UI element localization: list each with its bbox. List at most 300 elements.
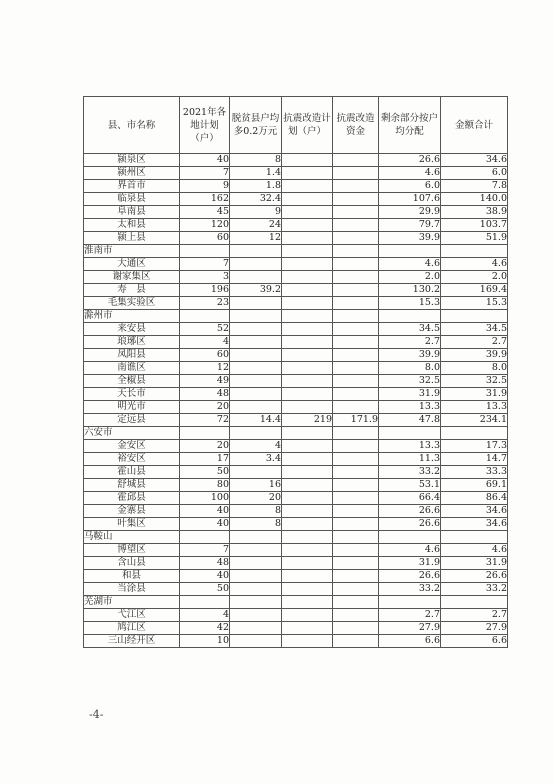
cell-remain: 32.5 [379, 375, 441, 388]
cell-plan: 49 [180, 375, 230, 388]
cell-remain: 6.0 [379, 180, 441, 193]
cell-plan: 42 [180, 622, 230, 635]
county-name: 太和县 [84, 219, 180, 232]
cell-extra [230, 635, 282, 648]
cell-total: 14.7 [441, 453, 508, 466]
group-name: 滁州市 [84, 310, 180, 323]
group-name: 马鞍山 [84, 531, 180, 544]
county-name: 阜南县 [84, 206, 180, 219]
cell-q-fund [333, 609, 379, 622]
cell-extra [230, 323, 282, 336]
cell-extra [230, 336, 282, 349]
cell-extra [230, 349, 282, 362]
cell-plan: 162 [180, 193, 230, 206]
cell-plan: 3 [180, 271, 230, 284]
cell-plan: 4 [180, 609, 230, 622]
empty-cell [441, 245, 508, 258]
cell-remain: 2.7 [379, 336, 441, 349]
allocation-table [83, 96, 508, 648]
table-row [84, 518, 508, 531]
cell-q-fund [333, 583, 379, 596]
cell-q-plan [282, 492, 333, 505]
cell-q-fund [333, 401, 379, 414]
cell-total: 103.7 [441, 219, 508, 232]
cell-extra [230, 583, 282, 596]
table-row [84, 258, 508, 271]
county-name: 和县 [84, 570, 180, 583]
empty-cell [282, 245, 333, 258]
cell-plan: 40 [180, 505, 230, 518]
table-body [84, 154, 508, 648]
table-row [84, 193, 508, 206]
cell-extra: 24 [230, 219, 282, 232]
cell-plan: 50 [180, 466, 230, 479]
cell-total: 6.6 [441, 635, 508, 648]
cell-remain: 39.9 [379, 232, 441, 245]
cell-q-plan [282, 401, 333, 414]
county-name: 琅琊区 [84, 336, 180, 349]
table-row [84, 544, 508, 557]
cell-extra [230, 570, 282, 583]
empty-cell [379, 531, 441, 544]
cell-plan: 23 [180, 297, 230, 310]
cell-q-plan [282, 323, 333, 336]
empty-cell [180, 427, 230, 440]
county-name: 谢家集区 [84, 271, 180, 284]
cell-plan: 72 [180, 414, 230, 427]
cell-total: 31.9 [441, 388, 508, 401]
county-name: 鸠江区 [84, 622, 180, 635]
county-name: 明光市 [84, 401, 180, 414]
table-row [84, 219, 508, 232]
cell-plan: 40 [180, 154, 230, 167]
header-quake-plan: 抗震改造计划（户） [282, 97, 333, 154]
cell-total: 33.2 [441, 583, 508, 596]
cell-extra: 9 [230, 206, 282, 219]
table-row [84, 154, 508, 167]
cell-remain: 130.2 [379, 284, 441, 297]
table-row [84, 466, 508, 479]
table-row [84, 609, 508, 622]
cell-plan: 17 [180, 453, 230, 466]
cell-q-fund [333, 336, 379, 349]
empty-cell [379, 427, 441, 440]
cell-extra [230, 375, 282, 388]
table-row [84, 453, 508, 466]
empty-cell [282, 310, 333, 323]
cell-total: 7.8 [441, 180, 508, 193]
header-extra: 脱贫县户均多0.2万元 [230, 97, 282, 154]
cell-q-fund [333, 388, 379, 401]
cell-q-plan [282, 518, 333, 531]
cell-q-plan [282, 479, 333, 492]
cell-remain: 2.7 [379, 609, 441, 622]
cell-remain: 29.9 [379, 206, 441, 219]
cell-extra: 8 [230, 154, 282, 167]
cell-q-fund [333, 635, 379, 648]
cell-q-fund [333, 440, 379, 453]
empty-cell [333, 596, 379, 609]
county-name: 裕安区 [84, 453, 180, 466]
table-row [84, 401, 508, 414]
cell-q-plan [282, 440, 333, 453]
county-name: 来安县 [84, 323, 180, 336]
cell-q-fund [333, 193, 379, 206]
cell-extra [230, 622, 282, 635]
cell-extra [230, 297, 282, 310]
group-row [84, 427, 508, 440]
cell-remain: 107.6 [379, 193, 441, 206]
cell-plan: 20 [180, 440, 230, 453]
cell-extra: 20 [230, 492, 282, 505]
cell-extra: 14.4 [230, 414, 282, 427]
table-row [84, 271, 508, 284]
cell-extra [230, 466, 282, 479]
table-row [84, 206, 508, 219]
cell-remain: 33.2 [379, 583, 441, 596]
empty-cell [333, 310, 379, 323]
empty-cell [441, 310, 508, 323]
cell-plan: 60 [180, 232, 230, 245]
cell-total: 169.4 [441, 284, 508, 297]
table-row [84, 440, 508, 453]
cell-q-fund [333, 271, 379, 284]
header-name: 县、市名称 [84, 97, 180, 154]
table-row [84, 414, 508, 427]
cell-q-fund [333, 258, 379, 271]
cell-q-plan [282, 622, 333, 635]
cell-total: 15.3 [441, 297, 508, 310]
cell-extra: 1.8 [230, 180, 282, 193]
cell-remain: 4.6 [379, 544, 441, 557]
cell-total: 34.5 [441, 323, 508, 336]
county-name: 临泉县 [84, 193, 180, 206]
cell-extra [230, 271, 282, 284]
cell-q-plan: 219 [282, 414, 333, 427]
cell-q-fund [333, 297, 379, 310]
cell-q-fund [333, 323, 379, 336]
county-name: 南谯区 [84, 362, 180, 375]
table-row [84, 362, 508, 375]
table-row [84, 297, 508, 310]
county-name: 叶集区 [84, 518, 180, 531]
cell-total: 26.6 [441, 570, 508, 583]
county-name: 天长市 [84, 388, 180, 401]
empty-cell [379, 245, 441, 258]
header-quake-fund: 抗震改造资金 [333, 97, 379, 154]
cell-q-plan [282, 544, 333, 557]
cell-remain: 53.1 [379, 479, 441, 492]
cell-total: 51.9 [441, 232, 508, 245]
cell-extra: 1.4 [230, 167, 282, 180]
cell-q-fund [333, 349, 379, 362]
cell-total: 13.3 [441, 401, 508, 414]
page-number: -4- [89, 708, 104, 721]
group-row [84, 245, 508, 258]
cell-total: 39.9 [441, 349, 508, 362]
cell-total: 38.9 [441, 206, 508, 219]
cell-extra [230, 362, 282, 375]
cell-q-fund [333, 375, 379, 388]
county-name: 界首市 [84, 180, 180, 193]
empty-cell [230, 427, 282, 440]
cell-remain: 26.6 [379, 570, 441, 583]
cell-q-plan [282, 635, 333, 648]
cell-remain: 47.8 [379, 414, 441, 427]
county-name: 大通区 [84, 258, 180, 271]
county-name: 金寨县 [84, 505, 180, 518]
cell-q-plan [282, 193, 333, 206]
cell-remain: 66.4 [379, 492, 441, 505]
cell-q-plan [282, 232, 333, 245]
cell-plan: 80 [180, 479, 230, 492]
cell-plan: 9 [180, 180, 230, 193]
cell-remain: 31.9 [379, 388, 441, 401]
cell-extra [230, 544, 282, 557]
cell-q-fund [333, 544, 379, 557]
cell-q-fund [333, 219, 379, 232]
cell-plan: 10 [180, 635, 230, 648]
cell-q-plan [282, 570, 333, 583]
empty-cell [230, 245, 282, 258]
county-name: 颍州区 [84, 167, 180, 180]
cell-q-fund [333, 492, 379, 505]
cell-q-plan [282, 284, 333, 297]
cell-q-fund [333, 232, 379, 245]
cell-plan: 12 [180, 362, 230, 375]
cell-plan: 60 [180, 349, 230, 362]
cell-remain: 4.6 [379, 258, 441, 271]
county-name: 霍邱县 [84, 492, 180, 505]
cell-remain: 31.9 [379, 557, 441, 570]
table-row [84, 284, 508, 297]
table-row [84, 388, 508, 401]
cell-q-plan [282, 219, 333, 232]
cell-q-fund [333, 466, 379, 479]
table-row [84, 336, 508, 349]
cell-remain: 2.0 [379, 271, 441, 284]
empty-cell [230, 310, 282, 323]
county-name: 全椒县 [84, 375, 180, 388]
county-name: 金安区 [84, 440, 180, 453]
cell-q-plan [282, 297, 333, 310]
county-name: 弋江区 [84, 609, 180, 622]
cell-total: 4.6 [441, 544, 508, 557]
cell-q-plan [282, 453, 333, 466]
cell-remain: 8.0 [379, 362, 441, 375]
empty-cell [230, 596, 282, 609]
cell-remain: 4.6 [379, 167, 441, 180]
empty-cell [180, 596, 230, 609]
empty-cell [441, 531, 508, 544]
table-row [84, 492, 508, 505]
empty-cell [379, 596, 441, 609]
county-name: 颍泉区 [84, 154, 180, 167]
cell-total: 2.7 [441, 609, 508, 622]
table-row [84, 557, 508, 570]
cell-extra: 3.4 [230, 453, 282, 466]
cell-plan: 7 [180, 258, 230, 271]
cell-extra: 4 [230, 440, 282, 453]
cell-total: 27.9 [441, 622, 508, 635]
table-row [84, 180, 508, 193]
cell-total: 32.5 [441, 375, 508, 388]
county-name: 霍山县 [84, 466, 180, 479]
cell-total: 4.6 [441, 258, 508, 271]
cell-total: 31.9 [441, 557, 508, 570]
cell-q-fund [333, 154, 379, 167]
cell-q-plan [282, 154, 333, 167]
table-row [84, 635, 508, 648]
cell-total: 8.0 [441, 362, 508, 375]
cell-q-plan [282, 609, 333, 622]
cell-q-plan [282, 466, 333, 479]
cell-total: 34.6 [441, 154, 508, 167]
cell-q-fund [333, 206, 379, 219]
cell-q-plan [282, 167, 333, 180]
county-name: 定远县 [84, 414, 180, 427]
empty-cell [230, 531, 282, 544]
county-name: 含山县 [84, 557, 180, 570]
cell-total: 234.1 [441, 414, 508, 427]
table-row [84, 570, 508, 583]
group-row [84, 310, 508, 323]
cell-q-plan [282, 388, 333, 401]
table-row [84, 479, 508, 492]
county-name: 博望区 [84, 544, 180, 557]
cell-q-fund [333, 362, 379, 375]
empty-cell [282, 596, 333, 609]
empty-cell [379, 310, 441, 323]
cell-extra: 8 [230, 518, 282, 531]
cell-q-plan [282, 505, 333, 518]
group-name: 六安市 [84, 427, 180, 440]
cell-q-fund [333, 570, 379, 583]
cell-q-plan [282, 362, 333, 375]
county-name: 舒城县 [84, 479, 180, 492]
table-row [84, 375, 508, 388]
cell-q-plan [282, 206, 333, 219]
empty-cell [333, 531, 379, 544]
empty-cell [282, 427, 333, 440]
group-name: 淮南市 [84, 245, 180, 258]
header-plan: 2021年各地计划（户） [180, 97, 230, 154]
cell-q-plan [282, 336, 333, 349]
cell-plan: 120 [180, 219, 230, 232]
table-row [84, 349, 508, 362]
cell-total: 33.3 [441, 466, 508, 479]
cell-remain: 15.3 [379, 297, 441, 310]
cell-q-plan [282, 258, 333, 271]
empty-cell [180, 531, 230, 544]
cell-plan: 45 [180, 206, 230, 219]
cell-q-fund [333, 622, 379, 635]
cell-q-plan [282, 349, 333, 362]
table-row [84, 505, 508, 518]
cell-extra [230, 388, 282, 401]
header-total: 金额合计 [441, 97, 508, 154]
cell-plan: 7 [180, 167, 230, 180]
empty-cell [180, 310, 230, 323]
cell-q-fund [333, 518, 379, 531]
group-row [84, 531, 508, 544]
cell-remain: 39.9 [379, 349, 441, 362]
cell-extra: 12 [230, 232, 282, 245]
empty-cell [441, 596, 508, 609]
cell-total: 86.4 [441, 492, 508, 505]
cell-remain: 13.3 [379, 440, 441, 453]
cell-extra [230, 557, 282, 570]
cell-q-plan [282, 583, 333, 596]
cell-plan: 20 [180, 401, 230, 414]
cell-extra [230, 609, 282, 622]
county-name: 毛集实验区 [84, 297, 180, 310]
cell-q-fund [333, 453, 379, 466]
county-name: 寿 县 [84, 284, 180, 297]
cell-total: 34.6 [441, 518, 508, 531]
cell-extra: 16 [230, 479, 282, 492]
cell-extra [230, 401, 282, 414]
cell-total: 17.3 [441, 440, 508, 453]
empty-cell [441, 427, 508, 440]
table-row [84, 232, 508, 245]
cell-plan: 50 [180, 583, 230, 596]
cell-plan: 100 [180, 492, 230, 505]
empty-cell [333, 245, 379, 258]
cell-extra: 39.2 [230, 284, 282, 297]
cell-q-fund [333, 284, 379, 297]
cell-q-plan [282, 557, 333, 570]
cell-extra: 32.4 [230, 193, 282, 206]
cell-plan: 52 [180, 323, 230, 336]
cell-remain: 11.3 [379, 453, 441, 466]
county-name: 三山经开区 [84, 635, 180, 648]
empty-cell [282, 531, 333, 544]
cell-extra [230, 258, 282, 271]
cell-q-fund: 171.9 [333, 414, 379, 427]
cell-q-fund [333, 557, 379, 570]
cell-remain: 27.9 [379, 622, 441, 635]
empty-cell [180, 245, 230, 258]
cell-q-fund [333, 167, 379, 180]
cell-plan: 7 [180, 544, 230, 557]
cell-total: 34.6 [441, 505, 508, 518]
cell-q-plan [282, 180, 333, 193]
cell-total: 140.0 [441, 193, 508, 206]
table-row [84, 323, 508, 336]
cell-plan: 4 [180, 336, 230, 349]
cell-extra: 8 [230, 505, 282, 518]
cell-total: 69.1 [441, 479, 508, 492]
county-name: 凤阳县 [84, 349, 180, 362]
cell-plan: 40 [180, 570, 230, 583]
group-row [84, 596, 508, 609]
cell-remain: 13.3 [379, 401, 441, 414]
cell-remain: 33.2 [379, 466, 441, 479]
header-row [84, 97, 508, 154]
cell-q-fund [333, 479, 379, 492]
table-row [84, 167, 508, 180]
cell-q-fund [333, 180, 379, 193]
cell-total: 2.7 [441, 336, 508, 349]
header-remain: 剩余部分按户均分配 [379, 97, 441, 154]
cell-plan: 48 [180, 388, 230, 401]
cell-remain: 6.6 [379, 635, 441, 648]
cell-remain: 79.7 [379, 219, 441, 232]
empty-cell [333, 427, 379, 440]
county-name: 当涂县 [84, 583, 180, 596]
cell-plan: 40 [180, 518, 230, 531]
